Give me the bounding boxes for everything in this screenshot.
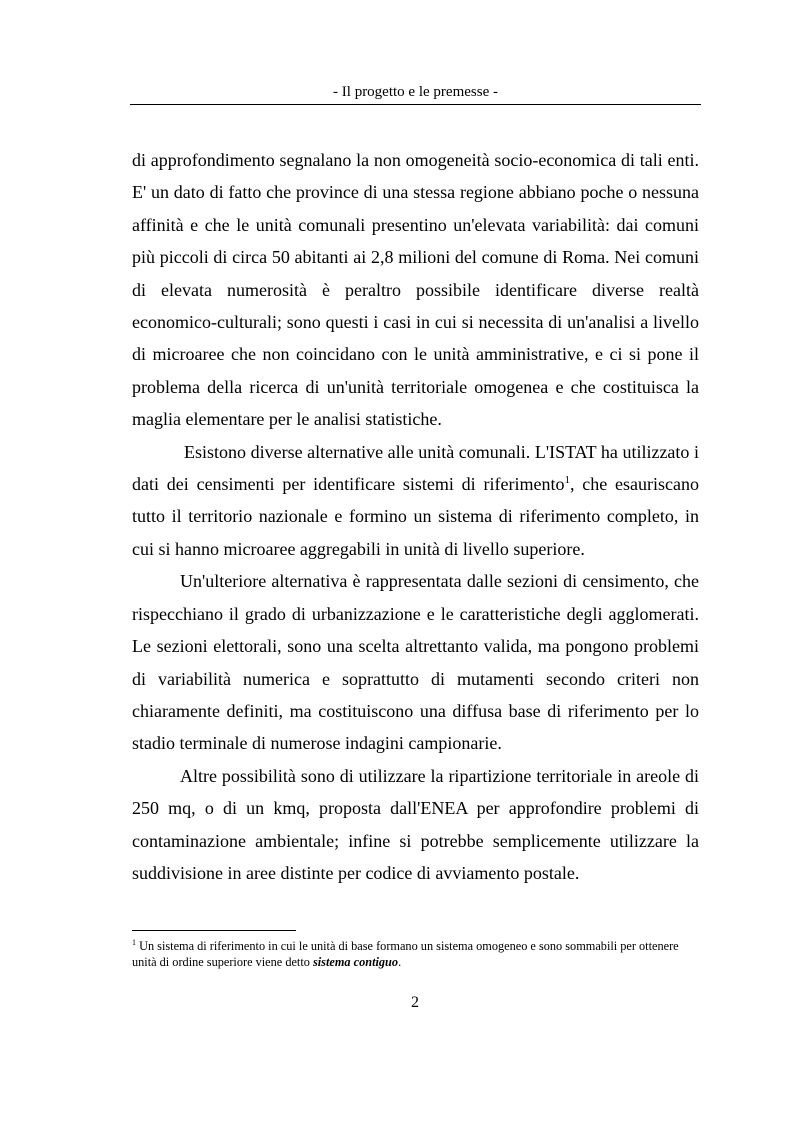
footnote-marker: 1 (132, 937, 136, 947)
footnote-text: Un sistema di riferimento in cui le unità di base formano un sistema omogeneo e sono sommabili per ottenere unità di ordine superiore viene detto (132, 939, 679, 969)
footnote (132, 938, 699, 970)
paragraph-1: di approfondimento segnalano la non omogeneità socio-economica di tali enti. E' un dato di fatto che province di una stessa regione abbiano poche o nessuna affinità e che le unità comunali presentino un'elevata variabilità: dai comuni più piccoli di circa 50 abitanti ai 2,8 milioni del comune di Roma. Nei comuni di elevata numerosità è peraltro possibile identificare diverse realtà economico-culturali; sono questi i casi in cui si necessita di un'analisi a livello di microaree che non coincidano con le unità amministrative, e ci si pone il problema della ricerca di un'unità territoriale omogenea e che costituisca la maglia elementare per le analisi statistiche. (132, 150, 699, 430)
footnote-end: . (398, 955, 402, 969)
footnote-term: sistema contiguo (312, 955, 399, 969)
paragraph-2-text: Esistono diverse alternative alle unità comunali. L'ISTAT ha utilizzato i dati dei censimenti per identificare sistemi di riferimento (132, 441, 699, 495)
page-number: 2 (411, 994, 419, 1011)
running-header: - Il progetto e le premesse - (333, 84, 498, 100)
footnote-reference[interactable]: 1 (564, 474, 570, 487)
body-text (132, 144, 699, 889)
paragraph-4: Altre possibilità sono di utilizzare la ripartizione territoriale in areole di 250 mq, o di un kmq, proposta dall'ENEA per approfondire problemi di contaminazione ambientale; infine si potrebbe semplicemente utilizzare la suddivisione in aree distinte per codice di avviamento postale. (132, 765, 699, 883)
paragraph-3: Un'ulteriore alternativa è rappresentata dalle sezioni di censimento, che rispecchiano il grado di urbanizzazione e le caratteristiche degli agglomerati. Le sezioni elettorali, sono una scelta altrettanto valida, ma pongono problemi di variabilità numerica e soprattutto di mutamenti secondo criteri non chiaramente definiti, ma costituiscono una diffusa base di riferimento per lo stadio terminale di numerose indagini campionarie. (132, 571, 699, 754)
header-rule (130, 104, 701, 105)
paragraph-2-text-cont: , che esauriscano tutto il territorio nazionale e formino un sistema di riferimento completo, in cui si hanno microaree aggregabili in unità di livello superiore. (132, 474, 699, 559)
footnote-rule (132, 930, 296, 931)
paragraph-2 (132, 436, 699, 566)
